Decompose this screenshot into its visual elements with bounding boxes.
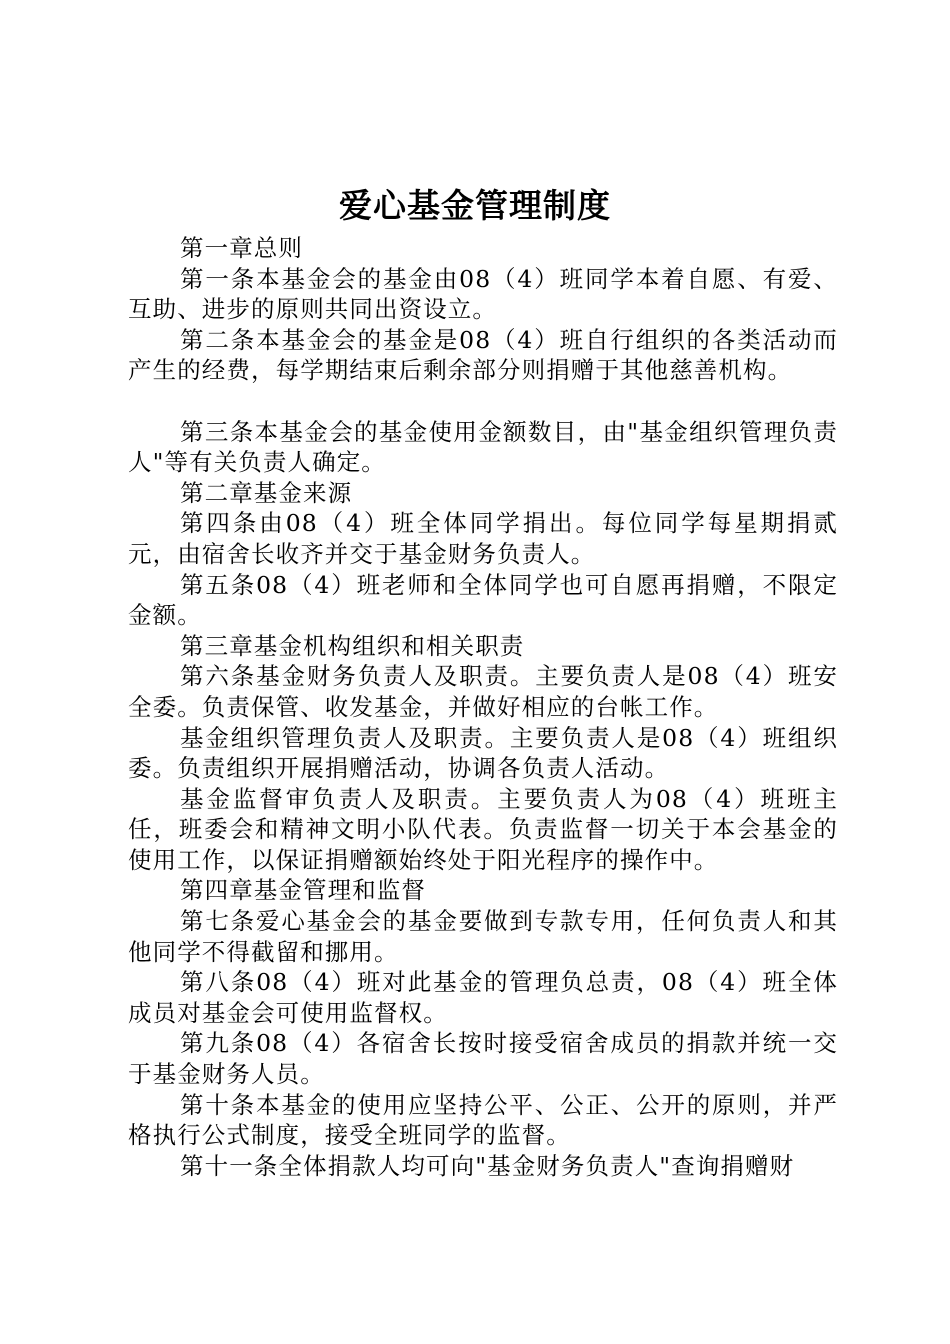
article-paragraph: 第八条08（4）班对此基金的管理负总责，08（4）班全体成员对基金会可使用监督权。	[128, 968, 838, 1027]
article-paragraph: 第七条爱心基金会的基金要做到专款专用，任何负责人和其他同学不得截留和挪用。	[128, 907, 838, 966]
article-paragraph: 第三条本基金会的基金使用金额数目，由"基金组织管理负责人"等有关负责人确定。	[128, 417, 838, 477]
article-paragraph: 第十一条全体捐款人均可向"基金财务负责人"查询捐赠财	[180, 1151, 795, 1180]
blank-line	[128, 386, 838, 417]
article-paragraph: 第十条本基金的使用应坚持公平、公正、公开的原则，并严格执行公式制度，接受全班同学的监督。	[128, 1090, 838, 1150]
article-paragraph: 第六条基金财务负责人及职责。主要负责人是08（4）班安全委。负责保管、收发基金，并做好相应的台帐工作。	[128, 662, 838, 721]
article-paragraph: 第九条08（4）各宿舍长按时接受宿舍成员的捐款并统一交于基金财务人员。	[128, 1029, 838, 1089]
article-paragraph: 第五条08（4）班老师和全体同学也可自愿再捐赠，不限定金额。	[128, 570, 838, 630]
chapter-heading: 第一章总则	[180, 234, 303, 262]
article-paragraph: 基金组织管理负责人及职责。主要负责人是08（4）班组织委。负责组织开展捐赠活动，协调各负责人活动。	[128, 723, 838, 783]
article-paragraph: 第一条本基金会的基金由08（4）班同学本着自愿、有爱、互助、进步的原则共同出资设立。	[128, 264, 838, 324]
article-paragraph: 第四条由08（4）班全体同学捐出。每位同学每星期捐贰元，由宿舍长收齐并交于基金财务负责人。	[128, 509, 838, 568]
article-paragraph: 第二条本基金会的基金是08（4）班自行组织的各类活动而产生的经费，每学期结束后剩余部分则捐赠于其他慈善机构。	[128, 325, 838, 385]
chapter-heading: 第二章基金来源	[180, 478, 353, 507]
chapter-heading: 第四章基金管理和监督	[180, 876, 426, 905]
chapter-heading: 第三章基金机构组织和相关职责	[180, 631, 525, 660]
document-body	[128, 233, 838, 1181]
document-title: 爱心基金管理制度	[339, 186, 611, 225]
article-paragraph: 基金监督审负责人及职责。主要负责人为08（4）班班主任，班委会和精神文明小队代表。负责监督一切关于本会基金的使用工作，以保证捐赠额始终处于阳光程序的操作中。	[128, 784, 838, 874]
